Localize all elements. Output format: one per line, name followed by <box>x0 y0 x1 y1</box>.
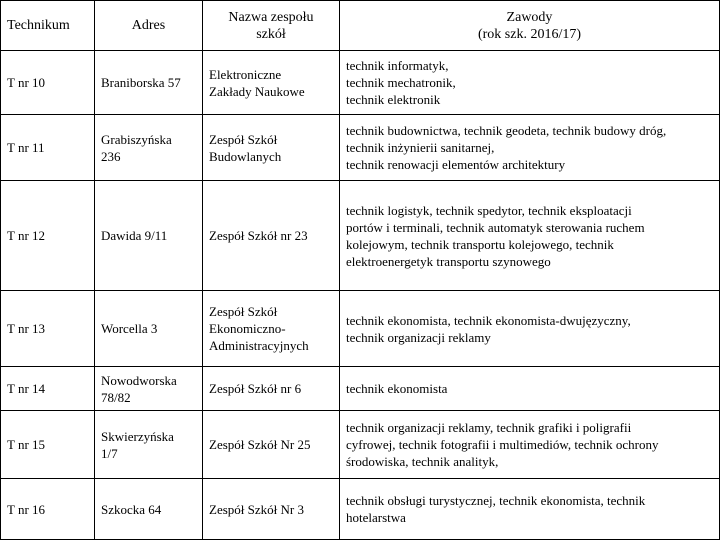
cell-technikum: T nr 13 <box>1 291 95 367</box>
cell-nazwa: Zespół Szkół Nr 3 <box>203 479 340 540</box>
cell-zawody: technik organizacji reklamy, technik grafiki i poligrafii cyfrowej, technik fotografii i multimediów, technik ochrony środowiska, technik analityk, <box>340 411 720 479</box>
cell-adres: Grabiszyńska 236 <box>95 115 203 181</box>
header-nazwa: Nazwa zespołu szkół <box>203 1 340 51</box>
header-adres: Adres <box>95 1 203 51</box>
cell-nazwa: Zespół Szkół Ekonomiczno- Administracyjnych <box>203 291 340 367</box>
table-row <box>1 479 720 540</box>
cell-zawody: technik ekonomista <box>340 367 720 411</box>
cell-nazwa: Zespół Szkół nr 6 <box>203 367 340 411</box>
header-zawody: Zawody (rok szk. 2016/17) <box>340 1 720 51</box>
cell-technikum: T nr 16 <box>1 479 95 540</box>
table-row <box>1 291 720 367</box>
cell-zawody: technik informatyk, technik mechatronik, technik elektronik <box>340 51 720 115</box>
table-row <box>1 411 720 479</box>
cell-technikum: T nr 15 <box>1 411 95 479</box>
cell-nazwa: Zespół Szkół Budowlanych <box>203 115 340 181</box>
cell-zawody: technik ekonomista, technik ekonomista-dwujęzyczny, technik organizacji reklamy <box>340 291 720 367</box>
cell-adres: Dawida 9/11 <box>95 181 203 291</box>
cell-zawody: technik logistyk, technik spedytor, technik eksploatacji portów i terminali, technik automatyk sterowania ruchem kolejowym, technik transportu kolejowego, technik elektroenergetyk transportu szynowego <box>340 181 720 291</box>
cell-adres: Skwierzyńska 1/7 <box>95 411 203 479</box>
cell-technikum: T nr 14 <box>1 367 95 411</box>
header-row <box>1 1 720 51</box>
table-row <box>1 115 720 181</box>
cell-zawody: technik budownictwa, technik geodeta, technik budowy dróg, technik inżynierii sanitarnej, technik renowacji elementów architektury <box>340 115 720 181</box>
table-row <box>1 181 720 291</box>
cell-adres: Worcella 3 <box>95 291 203 367</box>
table-row <box>1 51 720 115</box>
cell-nazwa: Elektroniczne Zakłady Naukowe <box>203 51 340 115</box>
cell-technikum: T nr 10 <box>1 51 95 115</box>
table-row <box>1 367 720 411</box>
cell-adres: Braniborska 57 <box>95 51 203 115</box>
cell-technikum: T nr 11 <box>1 115 95 181</box>
cell-technikum: T nr 12 <box>1 181 95 291</box>
cell-adres: Nowodworska 78/82 <box>95 367 203 411</box>
cell-nazwa: Zespół Szkół nr 23 <box>203 181 340 291</box>
cell-nazwa: Zespół Szkół Nr 25 <box>203 411 340 479</box>
header-technikum: Technikum <box>1 1 95 51</box>
cell-zawody: technik obsługi turystycznej, technik ekonomista, technik hotelarstwa <box>340 479 720 540</box>
cell-adres: Szkocka 64 <box>95 479 203 540</box>
